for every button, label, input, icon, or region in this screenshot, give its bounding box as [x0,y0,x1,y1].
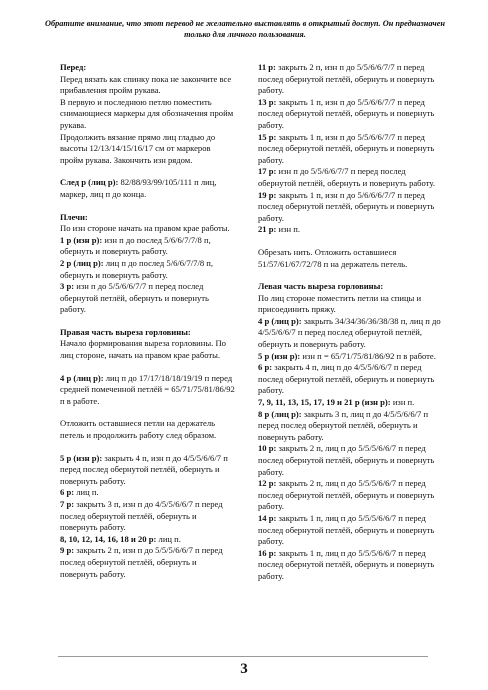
row-17-text: изн п до 5/5/6/6/7/7 п перед послед обернутой петлёй, обернуть и повернуть работу. [258,166,435,188]
lrow-4-text: закрыть 34/34/36/36/38/38 п, лиц п до 4/5/5/6/6/7 п перед послед обернутой петлёй, обернуть и повернуть работу. [258,315,441,350]
row-3 [60,281,235,316]
next-row-para [60,177,235,200]
row-6 [60,487,235,499]
lrow-8-text: закрыть 3 п, лиц п до 4/5/5/6/6/7 п перед послед обернутой петлёй, обернуть и повернуть работу. [258,408,429,442]
row-15 [258,132,443,167]
row-21 [258,224,443,236]
front-section [60,62,235,166]
row-15-text: закрыть 1 п, изн п до 5/5/6/6/7/7 п перед послед обернутой петлёй, обернуть и повернуть работу. [258,131,435,165]
lrow-4 [258,316,443,351]
row-21-text: изн п. [276,224,301,235]
lrow-5 [258,351,443,363]
next-row-label: След р (лиц р): [60,177,119,188]
footer-divider [58,656,428,657]
next-row-text: 82/88/93/99/105/111 п лиц, маркер, лиц п до конца. [60,177,217,199]
lrow-6-text: закрыть 4 п, лиц п до 4/5/5/6/6/7 п перед послед обернутой петлёй, обернуть и повернуть работу. [258,362,435,396]
row-2-text: лиц п до послед 5/6/6/7/7/8 п, обернуть и повернуть работу. [60,257,214,280]
lrow-4-label: 4 р (лиц р): [258,315,302,326]
row-4-label: 4 р (лиц р): [60,372,104,383]
row-19-label: 19 р: [258,189,277,200]
lrow-16 [258,548,443,583]
lrow-14-text: закрыть 1 п, лиц п до 5/5/5/6/6/7 п перед послед обернутой петлёй, обернуть и повернуть работу. [258,512,435,547]
rows-11-21 [258,62,443,236]
row-15-label: 15 р: [258,131,277,142]
row-9-label: 9 р: [60,545,75,556]
lrow-7-label: 7, 9, 11, 13, 15, 17, 19 и 21 р (изн р): [258,397,391,408]
row-5-text: закрыть 4 п, изн п до 4/5/5/6/6/7 п перед послед обернутой петлёй, обернуть и повернуть работу. [60,452,228,486]
right-neck-section [60,327,235,362]
row-1 [60,235,235,258]
lrow-7-text: изн п. [390,397,415,408]
row-19 [258,190,443,225]
row-8 [60,534,235,546]
shoulders-section [60,212,235,316]
row-8-text: лиц п. [156,533,181,544]
row-13 [258,97,443,132]
lrow-14-label: 14 р: [258,512,277,523]
lrow-10-text: закрыть 2 п, лиц п до 5/5/5/6/6/7 п перед послед обернутой петлёй, обернуть и повернуть работу. [258,443,435,477]
lrow-14 [258,513,443,548]
row-8-label: 8, 10, 12, 14, 16, 18 и 20 р: [60,533,157,544]
row-13-label: 13 р: [258,96,277,107]
row-5 [60,453,235,488]
left-neck-heading: Левая часть выреза горловины: [258,281,384,292]
front-text-2: В первую и последнюю петлю поместить снимающиеся маркеры для обозначения пройм рукава. [60,96,234,130]
lrow-7 [258,397,443,409]
row-21-label: 21 р: [258,224,277,235]
row-3-label: 3 р: [60,281,75,292]
row-1-label: 1 р (изн р): [60,234,103,245]
lrow-16-label: 16 р: [258,547,277,558]
row-2-label: 2 р (лиц р): [60,257,104,268]
privacy-notice: Обратите внимание, что этот перевод не желательно выставлять в открытый доступ. Он предназначен только для личного пользования. [44,19,446,39]
row-9 [60,545,235,580]
right-neck-heading: Правая часть выреза горловины: [60,326,191,337]
row-13-text: закрыть 1 п, изн п до 5/5/6/6/7/7 п перед послед обернутой петлёй, обернуть и повернуть работу. [258,96,435,130]
left-neck-section [258,281,443,582]
lrow-8 [258,409,443,444]
row-17-label: 17 р: [258,166,277,177]
holder-para: Отложить оставшиеся петли на держатель петель и продолжить работу след образом. [60,418,217,441]
row-11 [258,62,443,97]
lrow-6-label: 6 р: [258,362,273,373]
shoulders-text: По изн стороне начать на правом крае работы. [60,223,230,234]
front-heading: Перед: [60,62,87,72]
lrow-10 [258,443,443,478]
row-11-label: 11 р: [258,62,276,72]
row-2 [60,258,235,281]
row-4-text: лиц п до 17/17/18/18/19/19 п перед средней помеченной петлёй = 65/71/75/81/86/92 п в работе. [60,372,235,406]
lrow-6 [258,362,443,397]
right-neck-text: Начало формирования выреза горловины. По лиц стороне, начать на правом крае работы. [60,338,226,361]
row-9-text: закрыть 2 п, изн п до 5/5/5/6/6/7 п перед послед обернутой петлёй, обернуть и повернуть работу. [60,545,223,579]
shoulders-heading: Плечи: [60,211,88,222]
lrow-10-label: 10 р: [258,443,277,454]
right-column [258,62,443,583]
lrow-5-label: 5 р (изн р): [258,350,301,361]
row-19-text: закрыть 1 п, изн п до 5/6/6/6/7/7 п перед послед обернутой петлёй, обернуть и повернуть работу. [258,189,435,223]
left-neck-text: По лиц стороне поместить петли на спицы и присоединить пряжу. [258,292,422,315]
row-4 [60,373,235,408]
row-5-label: 5 р (изн р): [60,452,103,463]
row-1-text: изн п до послед 5/6/6/7/7/8 п, обернуть и повернуть работу. [60,234,211,257]
lrow-12-label: 12 р: [258,478,277,489]
front-text-3: Продолжить вязание прямо лиц гладью до высоты 12/13/14/15/16/17 см от маркеров пройм рукава. Закончить изн рядом. [60,131,216,165]
row-17 [258,166,443,189]
row-7-label: 7 р: [60,499,75,509]
lrow-12-text: закрыть 2 п, лиц п до 5/5/5/6/6/7 п перед послед обернутой петлёй, обернуть и повернуть работу. [258,478,435,512]
page-number: 3 [240,661,248,677]
rows-5-9 [60,453,235,581]
lrow-16-text: закрыть 1 п, лиц п до 5/5/5/6/6/7 п перед послед обернутой петлёй, обернуть и повернуть работу. [258,547,435,581]
row-11-text: закрыть 2 п, изн п до 5/5/6/6/7/7 п перед послед обернутой петлёй, обернуть и повернуть работу. [258,62,435,96]
cut-yarn-para: Обрезать нить. Отложить оставшиеся 51/57/61/67/72/78 п на держатель петель. [258,246,408,269]
lrow-12 [258,478,443,513]
left-column [60,62,235,580]
lrow-8-label: 8 р (лиц р): [258,408,302,419]
row-3-text: изн п до 5/5/6/6/7/7 п перед послед обернутой петлёй, обернуть и повернуть работу. [60,281,209,315]
row-7-text: закрыть 3 п, изн п до 4/5/5/6/6/7 п перед послед обернутой петлёй, обернуть и повернуть работу. [60,499,223,533]
row-6-label: 6 р: [60,487,75,498]
row-7 [60,499,235,534]
row-6-text: лиц п. [74,487,99,498]
lrow-5-text: изн п = 65/71/75/81/86/92 п в работе. [300,350,436,361]
front-text-1: Перед вязать как спинку пока не закончите все прибавления пройм рукава. [60,73,232,96]
